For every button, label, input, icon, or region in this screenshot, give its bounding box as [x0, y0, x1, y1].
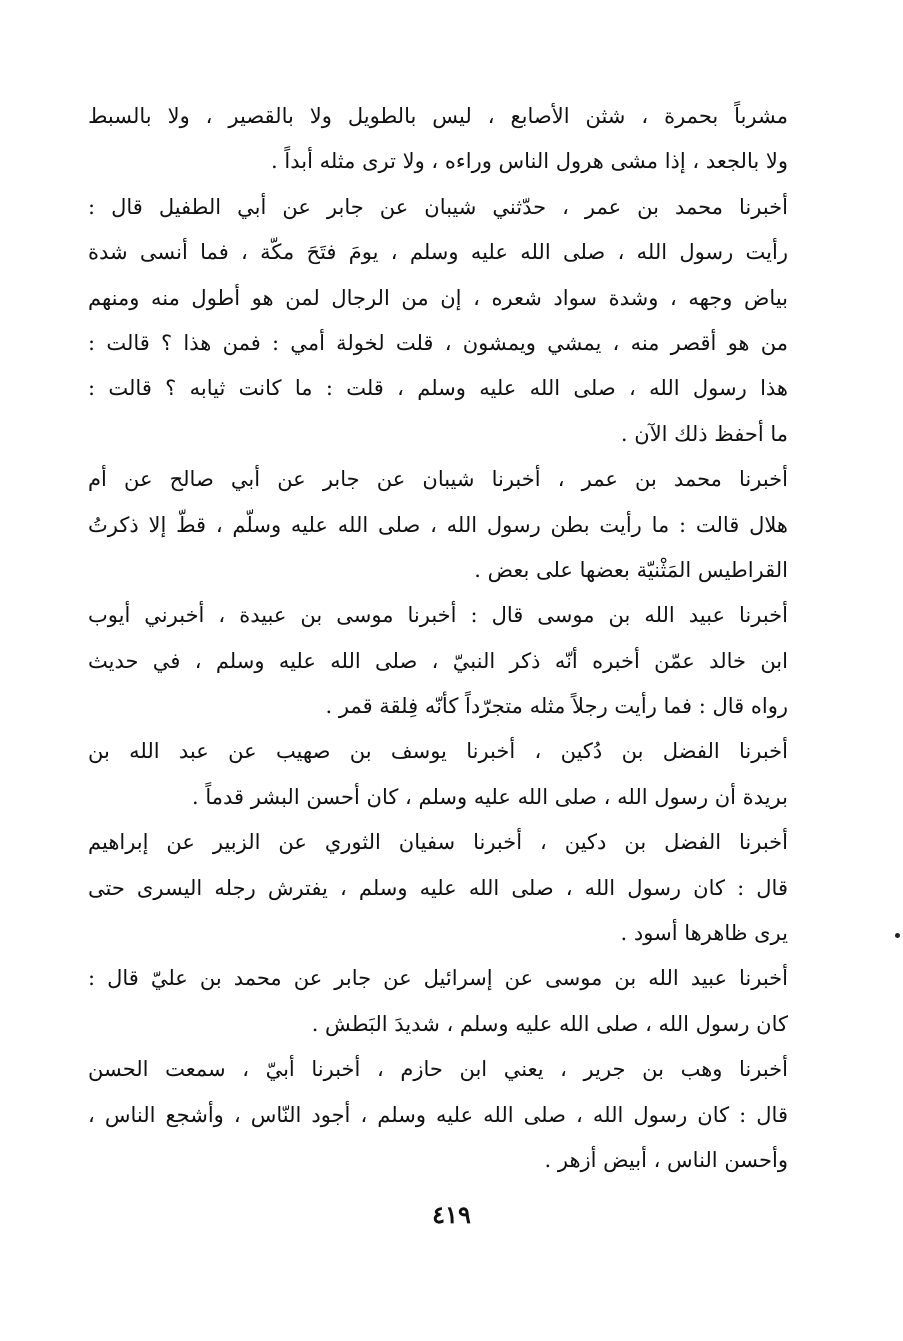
text-line: من هو أقصر منه ، يمشي ويمشون ، قلت لخولة أمي : فمن هذا ؟ قالت : [88, 330, 788, 355]
text-line: يرى ظاهرها أسود . [620, 921, 788, 946]
text-line: أخبرنا الفضل بن دُكين ، أخبرنا يوسف بن صهيب عن عبد الله بن [88, 739, 788, 764]
page-number: ٤١٩ [432, 1200, 471, 1229]
text-line: قال : كان رسول الله ، صلى الله عليه وسلم ، يفترش رجله اليسرى حتى [88, 875, 788, 900]
text-line: كان رسول الله ، صلى الله عليه وسلم ، شديدَ البَطش . [311, 1011, 788, 1036]
page-body-text [88, 94, 788, 1183]
text-line: أخبرنا محمد بن عمر ، حدّثني شيبان عن جابر عن أبي الطفيل قال : [88, 194, 788, 219]
margin-speck [895, 933, 900, 938]
text-line: القراطيس المَثْنيّة بعضها على بعض . [474, 557, 788, 582]
text-line: قال : كان رسول الله ، صلى الله عليه وسلم ، أجود النّاس ، وأشجع الناس ، [88, 1102, 788, 1127]
text-line: أخبرنا الفضل بن دكين ، أخبرنا سفيان الثوري عن الزبير عن إبراهيم [88, 830, 788, 855]
text-line: أخبرنا وهب بن جرير ، يعني ابن حازم ، أخبرنا أبيّ ، سمعت الحسن [88, 1057, 788, 1082]
text-line: وأحسن الناس ، أبيض أزهر . [544, 1147, 788, 1172]
text-line: بياض وجهه ، وشدة سواد شعره ، إن من الرجال لمن هو أطول منه ومنهم [88, 285, 788, 310]
text-line: ما أحفظ ذلك الآن . [620, 421, 788, 446]
text-line: ولا بالجعد ، إذا مشى هرول الناس وراءه ، ولا ترى مثله أبداً . [271, 149, 788, 174]
text-line: مشرباً بحمرة ، شثن الأصابع ، ليس بالطويل ولا بالقصير ، ولا بالسبط [88, 104, 788, 128]
text-line: أخبرنا عبيد الله بن موسى قال : أخبرنا موسى بن عبيدة ، أخبرني أيوب [88, 603, 788, 628]
text-line: هذا رسول الله ، صلى الله عليه وسلم ، قلت : ما كانت ثيابه ؟ قالت : [88, 376, 788, 401]
text-line: أخبرنا عبيد الله بن موسى عن إسرائيل عن جابر عن محمد بن عليّ قال : [88, 966, 788, 991]
text-line: رواه قال : فما رأيت رجلاً مثله متجرّداً كأنّه فِلقة قمر . [325, 694, 788, 719]
text-line: أخبرنا محمد بن عمر ، أخبرنا شيبان عن جابر عن أبي صالح عن أم [88, 467, 788, 492]
text-line: هلال قالت : ما رأيت بطن رسول الله ، صلى الله عليه وسلّم ، قطّ إلا ذكرتُ [88, 512, 788, 537]
text-line: رأيت رسول الله ، صلى الله عليه وسلم ، يومَ فتَحَ مكّة ، فما أنسى شدة [88, 240, 788, 265]
text-line: ابن خالد عمّن أخبره أنّه ذكر النبيّ ، صلى الله عليه وسلم ، في حديث [88, 648, 788, 673]
text-line: بريدة أن رسول الله ، صلى الله عليه وسلم ، كان أحسن البشر قدماً . [192, 784, 788, 809]
